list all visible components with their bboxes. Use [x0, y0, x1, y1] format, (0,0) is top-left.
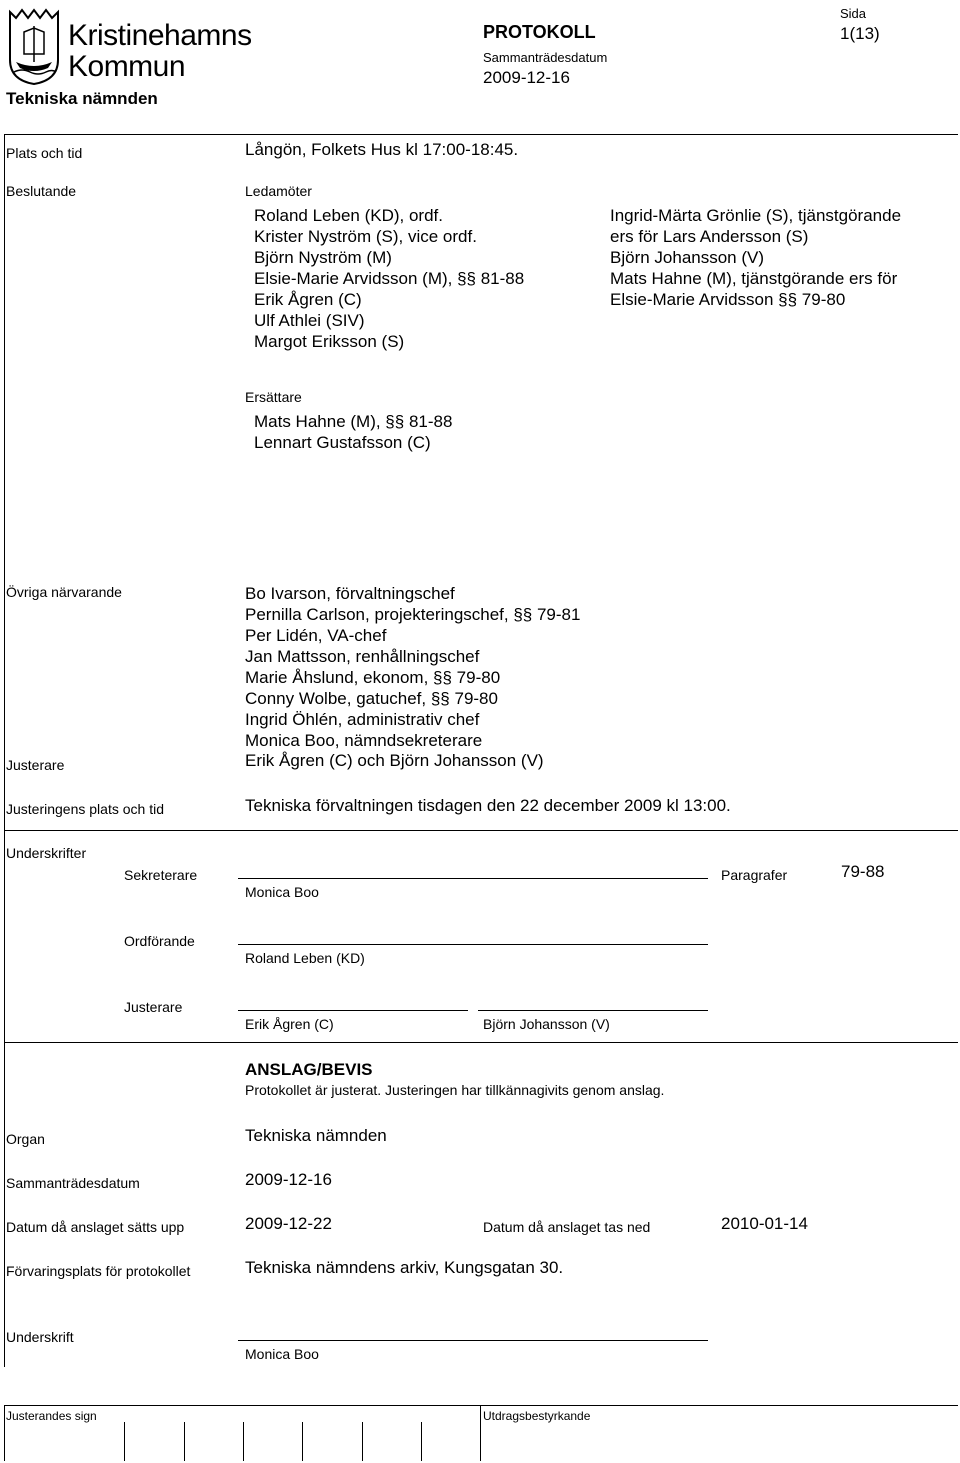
other-6: Conny Wolbe, gatuchef, §§ 79-80: [245, 689, 498, 708]
chair-signature-line: [238, 944, 708, 945]
notice-signature-label: Underskrift: [6, 1329, 74, 1345]
chair-name: Roland Leben (KD): [245, 950, 365, 966]
member-1: Roland Leben (KD), ordf.: [254, 206, 443, 225]
posted-label: Datum då anslaget sätts upp: [6, 1219, 185, 1235]
member-right-1: Ingrid-Märta Grönlie (S), tjänstgörande: [610, 206, 902, 225]
member-right-2: ers för Lars Andersson (S): [610, 227, 809, 246]
member-7: Margot Eriksson (S): [254, 332, 405, 351]
storage-label: Förvaringsplats för protokollet: [6, 1263, 191, 1279]
chair-label: Ordförande: [124, 933, 195, 949]
paragraphs-label: Paragrafer: [721, 867, 788, 883]
meeting-date: 2009-12-16: [483, 68, 570, 87]
notice-title: ANSLAG/BEVIS: [245, 1060, 373, 1079]
deciding-label: Beslutande: [6, 183, 77, 199]
signatures-divider: [4, 830, 958, 831]
notice-divider: [4, 1042, 958, 1043]
substitute-1: Mats Hahne (M), §§ 81-88: [254, 412, 453, 431]
adjust-place-value: Tekniska förvaltningen tisdagen den 22 december 2009 kl 13:00.: [245, 796, 731, 815]
left-border-notice: [4, 1042, 5, 1367]
page-number: 1(13): [840, 24, 880, 43]
member-4: Elsie-Marie Arvidsson (M), §§ 81-88: [254, 269, 525, 288]
header-divider: [4, 134, 958, 135]
organ-value: Tekniska nämnden: [245, 1126, 387, 1145]
document-type: PROTOKOLL: [483, 22, 596, 42]
footer-cell-border: [302, 1422, 303, 1461]
footer-cell-border: [421, 1422, 422, 1461]
adjusters-label: Justerare: [6, 757, 65, 773]
notice-signature-name: Monica Boo: [245, 1346, 319, 1362]
secretary-label: Sekreterare: [124, 867, 198, 883]
footer-cell-border: [124, 1422, 125, 1461]
notice-signature-line: [238, 1340, 708, 1341]
secretary-signature-line: [238, 878, 708, 879]
member-6: Ulf Athlei (SIV): [254, 311, 365, 330]
footer-cell-border: [480, 1405, 481, 1461]
other-7: Ingrid Öhlén, administrativ chef: [245, 710, 480, 729]
committee-name: Tekniska nämnden: [6, 89, 158, 108]
adjuster1-signature-line: [238, 1010, 468, 1011]
signatures-label: Underskrifter: [6, 845, 87, 861]
members-label: Ledamöter: [245, 183, 312, 199]
secretary-name: Monica Boo: [245, 884, 319, 900]
member-right-5: Elsie-Marie Arvidsson §§ 79-80: [610, 290, 846, 309]
member-right-3: Björn Johansson (V): [610, 248, 765, 267]
footer-cell-border: [184, 1422, 185, 1461]
page-label: Sida: [840, 6, 867, 21]
meeting-date-label: Sammanträdesdatum: [483, 50, 608, 65]
extract-label: Utdragsbestyrkande: [483, 1409, 591, 1423]
other-2: Pernilla Carlson, projekteringschef, §§ 79-81: [245, 605, 581, 624]
adjusters-value: Erik Ågren (C) och Björn Johansson (V): [245, 751, 544, 770]
other-3: Per Lidén, VA-chef: [245, 626, 387, 645]
footer-divider: [4, 1405, 958, 1406]
municipal-shield-logo: [6, 6, 62, 86]
place-value: Långön, Folkets Hus kl 17:00-18:45.: [245, 140, 519, 159]
member-right-4: Mats Hahne (M), tjänstgörande ers för: [610, 269, 898, 288]
storage-value: Tekniska nämndens arkiv, Kungsgatan 30.: [245, 1258, 564, 1277]
substitutes-list: [254, 411, 452, 453]
substitute-2: Lennart Gustafsson (C): [254, 433, 431, 452]
sign-adjusters-label: Justerare: [124, 999, 183, 1015]
adjuster1-name: Erik Ågren (C): [245, 1016, 334, 1032]
member-3: Björn Nyström (M): [254, 248, 392, 267]
left-border-upper: [4, 134, 5, 830]
notice-date-label: Sammanträdesdatum: [6, 1175, 140, 1191]
others-list: [245, 583, 580, 751]
other-1: Bo Ivarson, förvaltningschef: [245, 584, 455, 603]
member-5: Erik Ågren (C): [254, 290, 362, 309]
other-5: Marie Åhslund, ekonom, §§ 79-80: [245, 668, 501, 687]
footer-cell-border: [4, 1405, 5, 1461]
members-left-column: [254, 205, 524, 352]
footer-cell-border: [243, 1422, 244, 1461]
left-border-signatures: [4, 830, 5, 1042]
removed-label: Datum då anslaget tas ned: [483, 1219, 651, 1235]
posted-value: 2009-12-22: [245, 1214, 332, 1233]
notice-date-value: 2009-12-16: [245, 1170, 332, 1189]
municipality-name: [68, 20, 252, 82]
adjuster2-name: Björn Johansson (V): [483, 1016, 610, 1032]
adjusters-sign-label: Justerandes sign: [6, 1409, 97, 1423]
org-line-1: Kristinehamns: [68, 19, 252, 52]
member-2: Krister Nyström (S), vice ordf.: [254, 227, 477, 246]
removed-value: 2010-01-14: [721, 1214, 808, 1233]
adjuster2-signature-line: [478, 1010, 708, 1011]
substitutes-label: Ersättare: [245, 389, 302, 405]
others-label: Övriga närvarande: [6, 584, 122, 600]
paragraphs-value: 79-88: [841, 862, 885, 881]
place-label: Plats och tid: [6, 145, 83, 161]
members-right-column: [610, 205, 901, 310]
other-4: Jan Mattsson, renhållningschef: [245, 647, 480, 666]
org-line-2: Kommun: [68, 50, 186, 83]
adjust-place-label: Justeringens plats och tid: [6, 801, 164, 817]
footer-cell-border: [362, 1422, 363, 1461]
other-8: Monica Boo, nämndsekreterare: [245, 731, 483, 750]
notice-text: Protokollet är justerat. Justeringen har tillkännagivits genom anslag.: [245, 1082, 665, 1098]
organ-label: Organ: [6, 1131, 45, 1147]
